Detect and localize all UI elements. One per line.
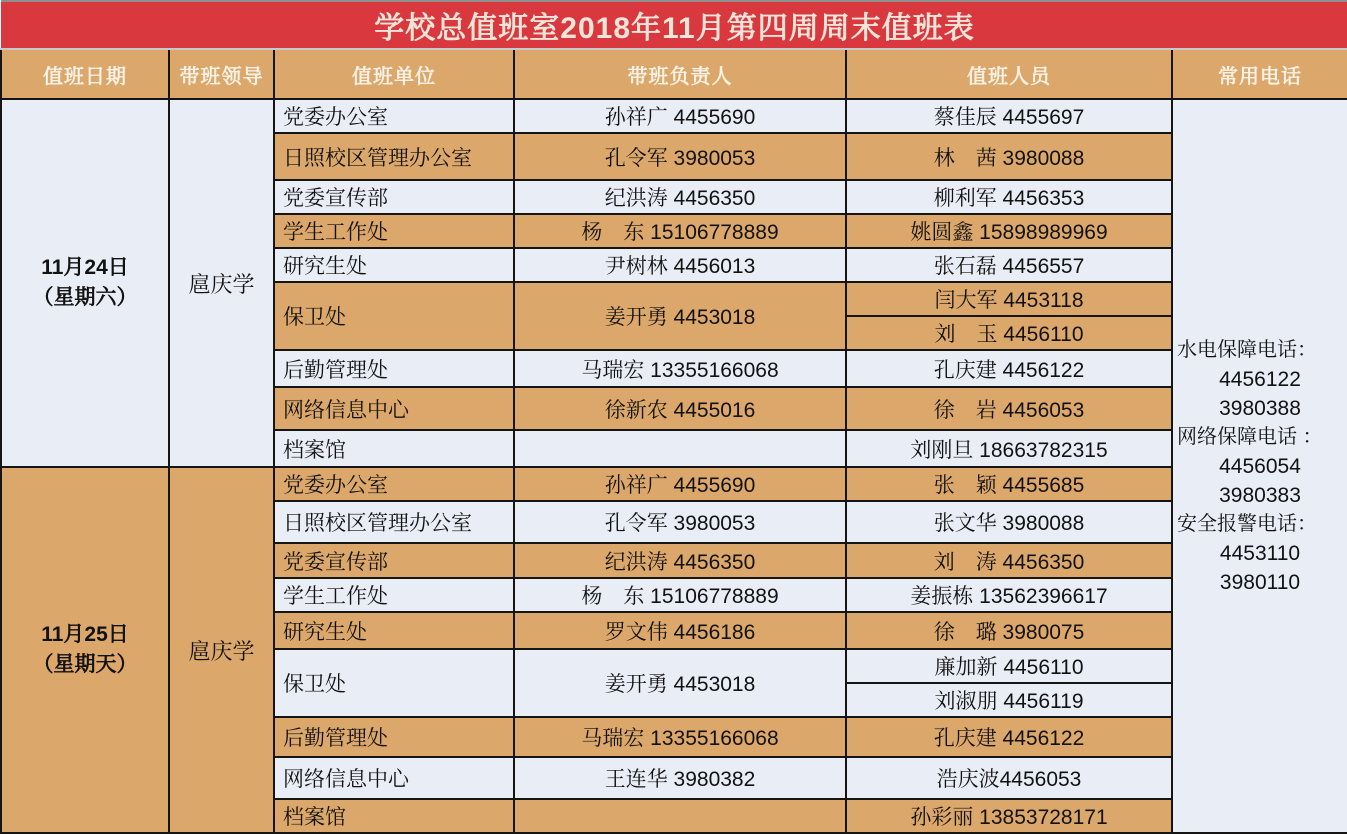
phone-label: 网络保障电话 ：	[1177, 425, 1323, 448]
duty-weekday: （星期六）	[32, 286, 138, 309]
staff-cell: 刘刚旦 18663782315	[846, 430, 1172, 467]
staff-cell: 柳利军 4456353	[846, 180, 1172, 214]
staff-cell: 刘淑朋 4456119	[846, 683, 1172, 717]
responsible-cell: 马瑞宏 13355166068	[514, 717, 846, 757]
leader-cell: 扈庆学	[169, 99, 274, 467]
staff-cell: 林 茜 3980088	[846, 133, 1172, 180]
staff-cell: 张 颖 4455685	[846, 467, 1172, 501]
unit-cell: 网络信息中心	[274, 757, 514, 799]
unit-cell: 党委宣传部	[274, 543, 514, 578]
table-row	[1, 467, 1347, 501]
unit-cell: 保卫处	[274, 282, 514, 350]
responsible-cell: 徐新农 4455016	[514, 387, 846, 430]
page-title: 学校总值班室2018年11月第四周周末值班表	[1, 1, 1347, 49]
col-header-leader: 带班领导	[169, 49, 274, 99]
responsible-cell: 杨 东 15106778889	[514, 214, 846, 248]
unit-cell: 日照校区管理办公室	[274, 133, 514, 180]
phone-number: 3980110	[1219, 570, 1301, 594]
staff-cell: 闫大军 4453118	[846, 282, 1172, 316]
table-row	[1, 99, 1347, 133]
staff-cell: 廉加新 4456110	[846, 649, 1172, 683]
unit-cell: 党委办公室	[274, 467, 514, 501]
responsible-cell: 王连华 3980382	[514, 757, 846, 799]
responsible-cell: 孙祥广 4455690	[514, 99, 846, 133]
unit-cell: 党委宣传部	[274, 180, 514, 214]
staff-cell: 孙彩丽 13853728171	[846, 799, 1172, 833]
staff-cell: 张石磊 4456557	[846, 248, 1172, 282]
duty-date: 11月24日	[41, 256, 129, 279]
duty-date: 11月25日	[41, 623, 129, 646]
responsible-cell: 罗文伟 4456186	[514, 612, 846, 649]
staff-cell: 徐 璐 3980075	[846, 612, 1172, 649]
duty-date-cell	[1, 99, 169, 467]
responsible-cell: 姜开勇 4453018	[514, 649, 846, 717]
staff-cell: 刘 玉 4456110	[846, 316, 1172, 350]
unit-cell: 日照校区管理办公室	[274, 501, 514, 543]
responsible-cell: 孔令军 3980053	[514, 501, 846, 543]
unit-cell: 档案馆	[274, 430, 514, 467]
phone-number: 3980388	[1219, 396, 1301, 420]
staff-cell: 徐 岩 4456053	[846, 387, 1172, 430]
phone-number: 4453110	[1219, 541, 1301, 565]
unit-cell: 保卫处	[274, 649, 514, 717]
phone-number: 4456122	[1219, 367, 1301, 391]
responsible-cell: 孙祥广 4455690	[514, 467, 846, 501]
unit-cell: 后勤管理处	[274, 717, 514, 757]
header-row	[1, 49, 1347, 99]
staff-cell: 姚圆鑫 15898989969	[846, 214, 1172, 248]
staff-cell: 姜振栋 13562396617	[846, 578, 1172, 612]
unit-cell: 学生工作处	[274, 214, 514, 248]
responsible-cell: 纪洪涛 4456350	[514, 543, 846, 578]
common-phones-cell	[1172, 99, 1347, 833]
col-header-date: 值班日期	[1, 49, 169, 99]
responsible-cell: 马瑞宏 13355166068	[514, 350, 846, 387]
unit-cell: 网络信息中心	[274, 387, 514, 430]
staff-cell: 蔡佳辰 4455697	[846, 99, 1172, 133]
unit-cell: 学生工作处	[274, 578, 514, 612]
unit-cell: 研究生处	[274, 248, 514, 282]
responsible-cell: 纪洪涛 4456350	[514, 180, 846, 214]
col-header-responsible: 带班负责人	[514, 49, 846, 99]
staff-cell: 刘 涛 4456350	[846, 543, 1172, 578]
phone-label: 安全报警电话：	[1177, 512, 1317, 535]
col-header-phones: 常用电话	[1172, 49, 1347, 99]
unit-cell: 后勤管理处	[274, 350, 514, 387]
duty-weekday: （星期天）	[32, 653, 138, 676]
staff-cell: 孔庆建 4456122	[846, 350, 1172, 387]
col-header-unit: 值班单位	[274, 49, 514, 99]
phone-number: 3980383	[1219, 483, 1301, 507]
responsible-cell: 孔令军 3980053	[514, 133, 846, 180]
responsible-cell: 姜开勇 4453018	[514, 282, 846, 350]
leader-cell: 扈庆学	[169, 467, 274, 833]
phone-number: 4456054	[1219, 454, 1301, 478]
col-header-staff: 值班人员	[846, 49, 1172, 99]
unit-cell: 档案馆	[274, 799, 514, 833]
staff-cell: 浩庆波4456053	[846, 757, 1172, 799]
unit-cell: 研究生处	[274, 612, 514, 649]
responsible-cell: 杨 东 15106778889	[514, 578, 846, 612]
staff-cell: 张文华 3980088	[846, 501, 1172, 543]
responsible-cell: 尹树林 4456013	[514, 248, 846, 282]
unit-cell: 党委办公室	[274, 99, 514, 133]
staff-cell: 孔庆建 4456122	[846, 717, 1172, 757]
duty-date-cell	[1, 467, 169, 833]
phone-label: 水电保障电话：	[1177, 338, 1317, 361]
responsible-cell	[514, 799, 846, 833]
responsible-cell	[514, 430, 846, 467]
